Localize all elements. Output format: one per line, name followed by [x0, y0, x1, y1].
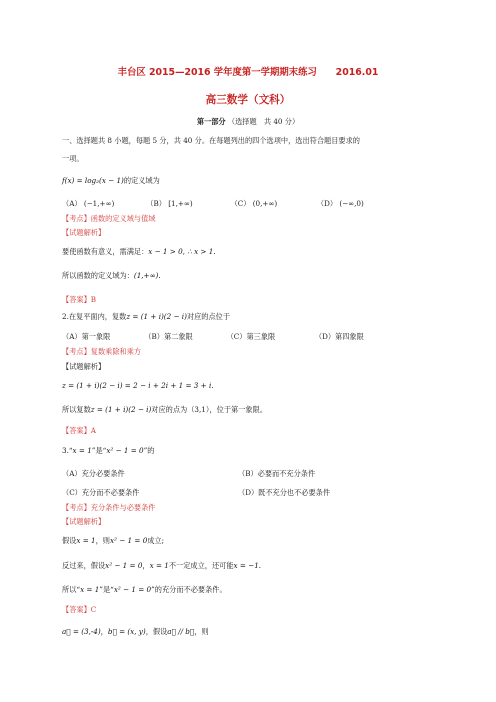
q4-post: ，则	[194, 627, 209, 636]
q1-answer: 【答案】B	[62, 295, 97, 304]
q3-stem-formula-2: x² − 1 = 0	[106, 446, 144, 455]
q1-solution-2-text: 所以函数的定义域为：	[62, 271, 134, 280]
q1-stem-formula: f(x) = log₂(x − 1)	[62, 176, 124, 185]
q1-solution-2	[62, 272, 161, 279]
q2-option-b: （B）第二象限	[144, 332, 193, 341]
q1-analysis-label: 【试题解析】	[62, 228, 106, 237]
q2-option-a: （A）第一象限	[62, 332, 111, 341]
q2-options	[62, 333, 364, 340]
q4-formula-2: b⃗ = (x, y)	[107, 627, 146, 636]
q1-solution-1-formula: x − 1 > 0, ∴ x > 1.	[148, 247, 216, 256]
q1-point: 【考点】函数的定义域与值域	[62, 214, 156, 223]
q1-option-a: （A） (−1,+∞)	[62, 199, 115, 208]
q3-option-c: （C）充分而不必要条件	[62, 488, 140, 497]
q2-option-d: （D）第四象限	[314, 332, 364, 341]
q3-solution-2-mid-2: 不一定成立，还可能	[168, 561, 234, 570]
q3-solution-1-pre: 假设	[62, 536, 77, 545]
q3-solution-2	[62, 562, 261, 569]
q3-solution-2-formula-1: x² − 1 = 0	[105, 561, 143, 570]
q1-solution-2-formula: (1,+∞).	[133, 271, 161, 280]
q1-stem	[62, 177, 160, 184]
q3-solution-2-pre: 反过来，假设	[62, 561, 106, 570]
q3-stem-pre: 3.“	[62, 446, 73, 455]
instructions-line-1: 一、选择题共 8 小题，每题 5 分，共 40 分。在每题列出的四个选项中，选出符合题目要求的	[62, 136, 360, 145]
q1-option-c: （C） (0,+∞)	[230, 199, 278, 208]
q4-sep: ，	[100, 627, 108, 636]
q3-stem-formula-1: x = 1	[72, 446, 92, 455]
q3-point: 【考点】充分条件与必要条件	[62, 503, 156, 512]
q2-solution-2-post: 对应的点为（3,1），位于第一象限。	[151, 405, 267, 414]
q3-solution-2-mid: ，	[142, 561, 150, 570]
instructions-line-2: 一项。	[62, 154, 84, 163]
q3-stem-mid: ”是“	[91, 446, 107, 455]
q3-solution-1-post: 成立;	[147, 536, 165, 545]
q2-option-c: （C）第三象限	[226, 332, 276, 341]
q3-analysis-label: 【试题解析】	[62, 517, 106, 526]
q1-option-d: （D） (−∞,0)	[316, 199, 364, 208]
q3-solution-1	[62, 537, 164, 544]
q3-stem-post: ”的	[143, 446, 155, 455]
q2-solution-2-pre: 所以复数	[62, 405, 91, 414]
q3-option-a: （A）充分必要条件	[62, 469, 125, 478]
q2-stem-formula: z = (1 + i)(2 − i)	[126, 312, 187, 321]
q4-formula-1: a⃗ = (3,-4)	[62, 627, 101, 636]
q3-stem	[62, 447, 154, 454]
q3-solution-3-formula-2: x² − 1 = 0	[113, 585, 152, 594]
q3-solution-1-formula-2: x² − 1 = 0	[110, 536, 148, 545]
q2-answer: 【答案】A	[62, 426, 96, 435]
q2-stem-post: 对应的点位于	[186, 312, 231, 321]
q2-stem-pre: 2.在复平面内，复数	[62, 312, 127, 321]
exam-subtitle: 高三数学（文科）	[205, 94, 291, 106]
q4-formula-3: a⃗ // b⃗	[167, 627, 195, 636]
q2-solution-1-formula: z = (1 + i)(2 − i) = 2 − i + 2i + 1 = 3 + i.	[62, 381, 214, 390]
q3-solution-1-mid: ，则	[95, 536, 110, 545]
part-note: （选择题 共 40 分）	[227, 117, 300, 126]
q2-stem	[62, 313, 230, 320]
q3-solution-3-mid: ”是“	[99, 585, 114, 594]
q2-solution-1	[62, 382, 214, 389]
q4-mid: ，假设	[145, 627, 168, 636]
q1-stem-text: 的定义域为	[123, 176, 160, 185]
q1-solution-1-text: 要使函数有意义，需满足：	[62, 247, 149, 256]
q3-solution-2-formula-2: x = 1	[149, 561, 169, 570]
q2-solution-2	[62, 406, 267, 413]
q3-solution-1-formula-1: x = 1	[76, 536, 96, 545]
q3-solution-3-pre: 所以“	[62, 585, 81, 594]
q1-options	[62, 200, 364, 207]
q1-solution-1	[62, 248, 216, 255]
q4-stem	[62, 628, 209, 635]
q3-solution-2-formula-3: x = −1.	[233, 561, 262, 570]
q3-option-b: （B）必要而不充分条件	[238, 469, 316, 478]
exam-title: 丰台区 2015—2016 学年度第一学期期末练习 2016.01	[117, 67, 379, 78]
q2-solution-2-formula: z = (1 + i)(2 − i)	[90, 405, 152, 414]
q3-solution-3-post: ”的充分而不必要条件。	[151, 585, 227, 594]
q2-point: 【考点】复数乘除和乘方	[62, 347, 142, 356]
q3-solution-3-formula-1: x = 1	[80, 585, 100, 594]
q3-answer: 【答案】C	[62, 605, 97, 614]
q1-option-b: （B） [1,+∞)	[146, 199, 193, 208]
part-label: 第一部分	[196, 117, 226, 126]
part-heading	[0, 118, 496, 125]
q3-solution-3	[62, 586, 227, 593]
q2-analysis-label: 【试题解析】	[62, 362, 106, 371]
q3-option-d: （D）既不充分也不必要条件	[238, 488, 331, 497]
